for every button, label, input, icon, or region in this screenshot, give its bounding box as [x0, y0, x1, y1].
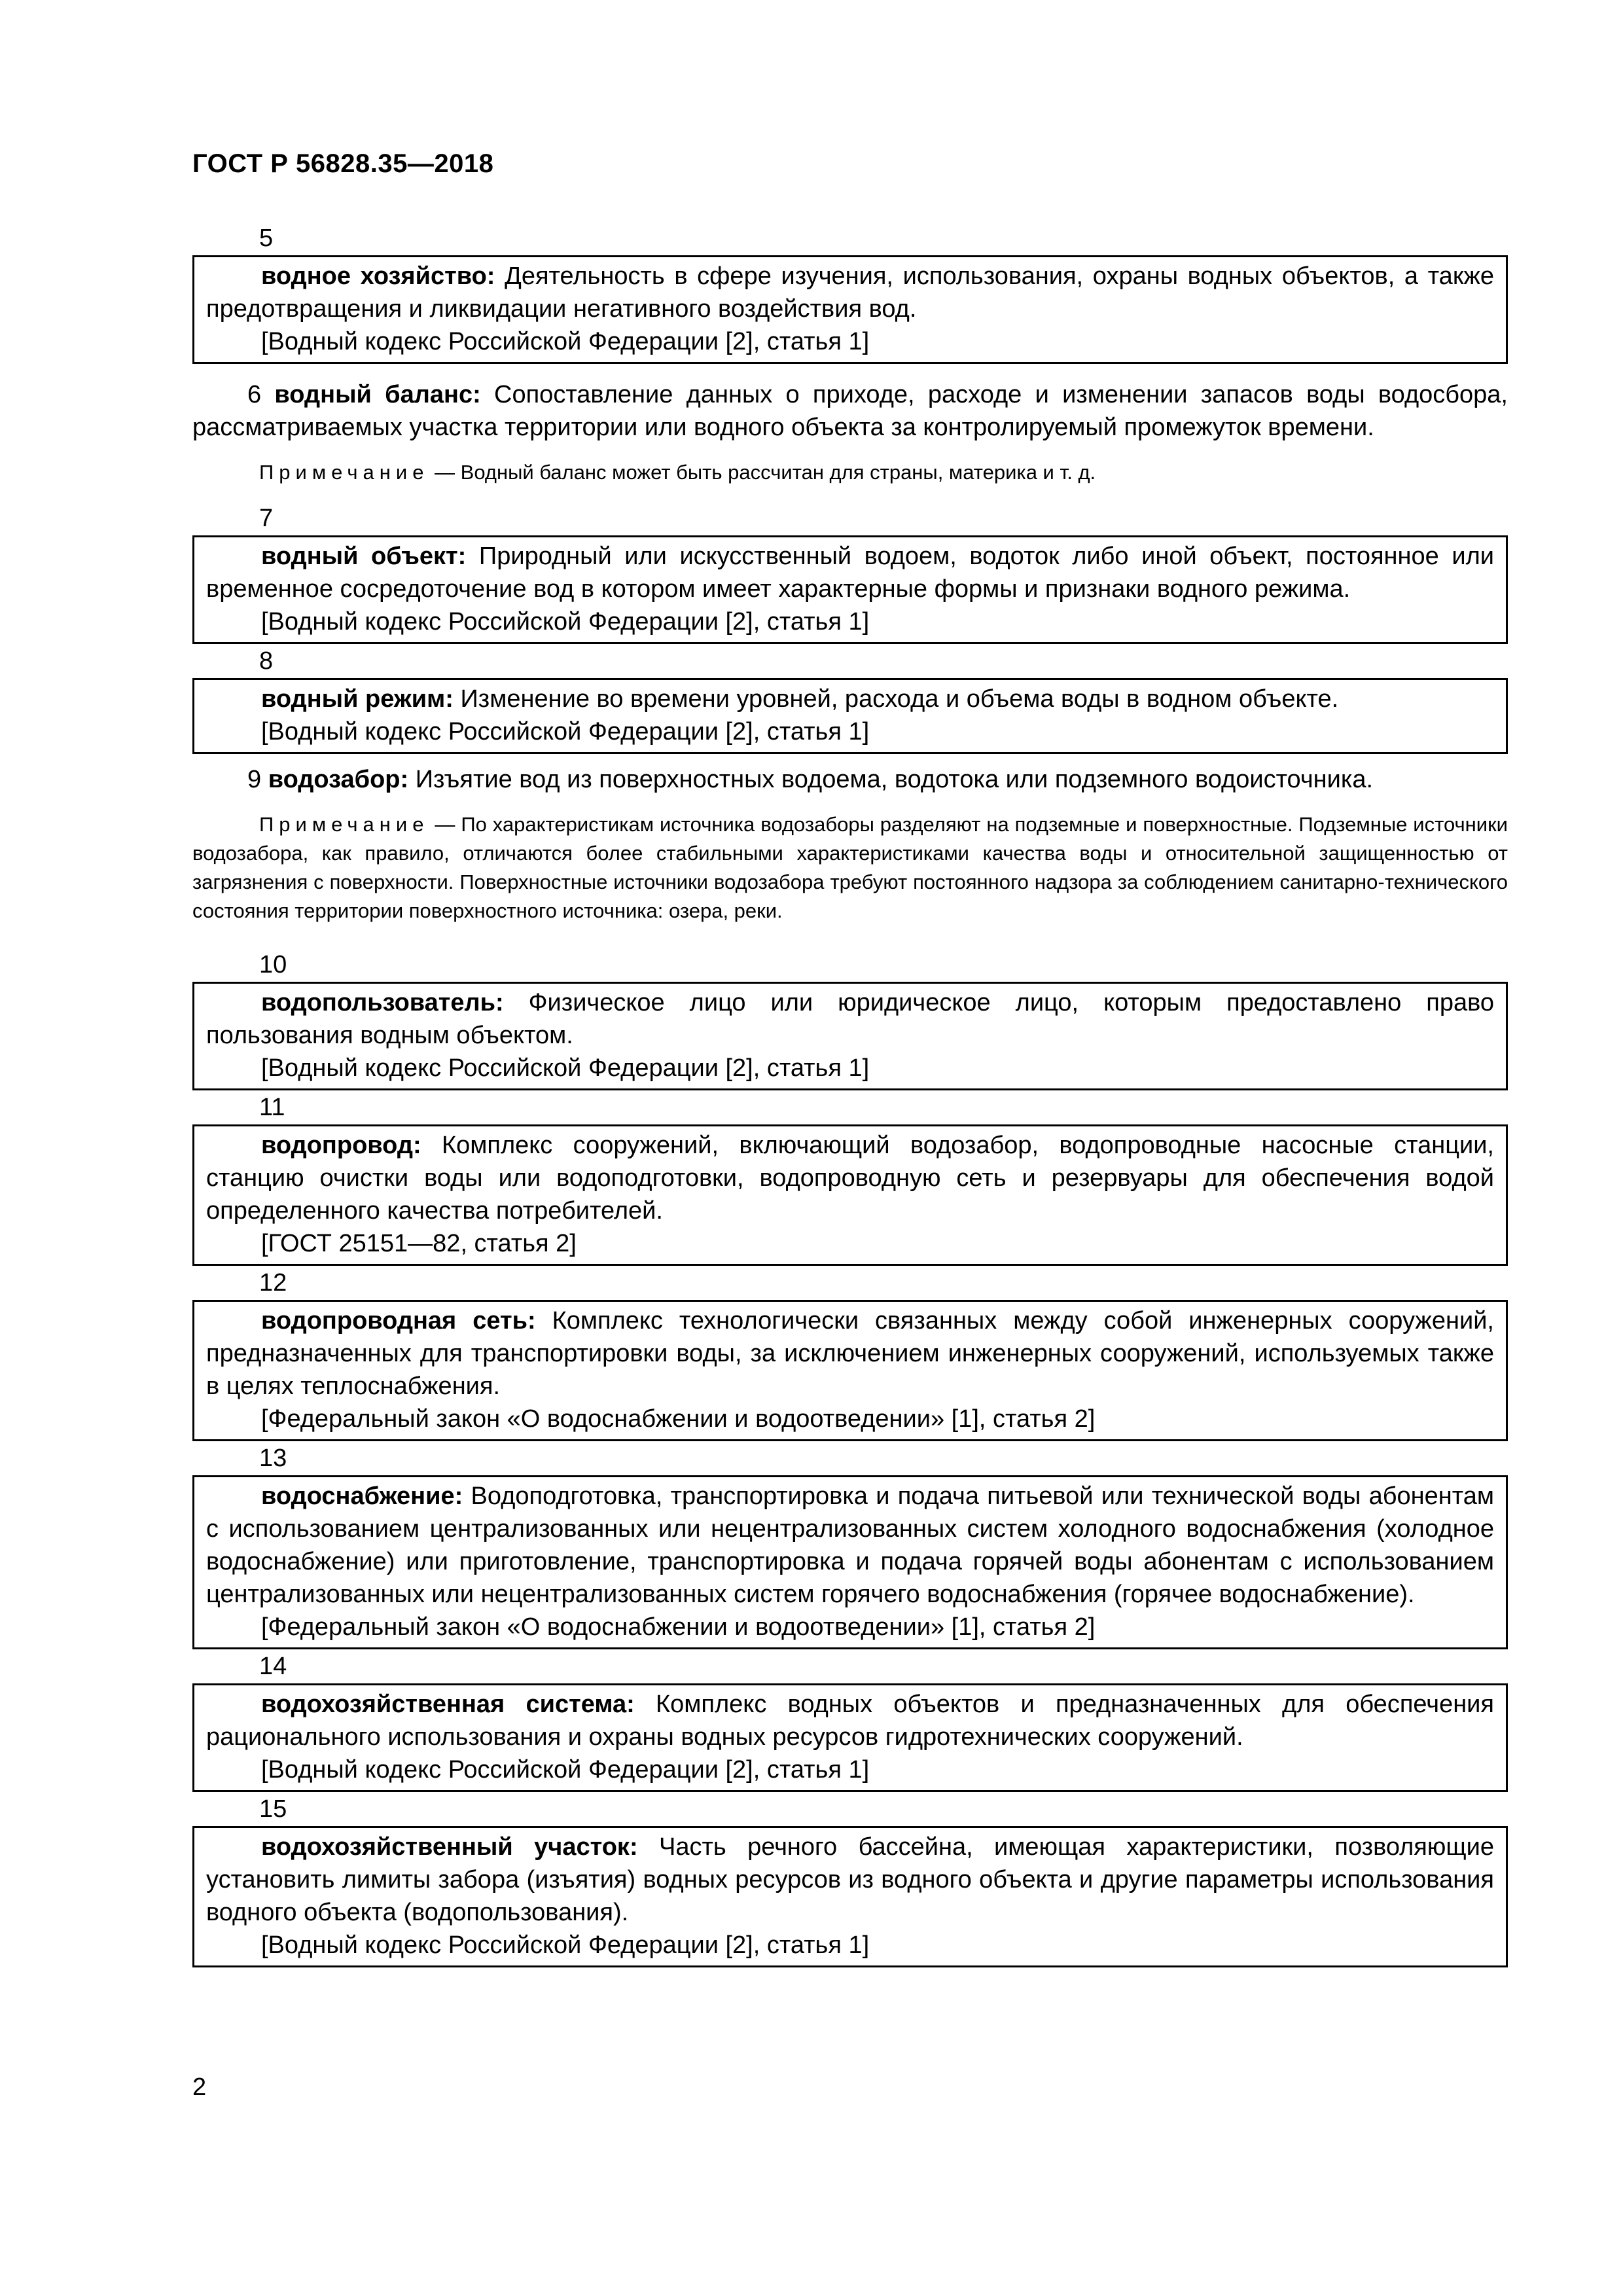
term-number: 7	[259, 505, 274, 532]
note-text: — По характеристикам источника водозаборы разделяют на подземные и поверхностные. Подземные источники водозабора, как правило, отличаются более стабильными характеристиками качества воды и относительной защищенностью от загрязнения с поверхности. Поверхностные источники водозабора требуют постоянного надзора за соблюдением санитарно-технического состояния территории поверхностного источника: озера, реки.	[192, 813, 1508, 922]
definition-text: Комплекс сооружений, включающий водозабор, водопроводные насосные станции, станцию очистки воды или водоподготовки, водопроводную сеть и резервуары для обеспечения водой определенного качества потребителей.	[206, 1132, 1494, 1225]
term-number: 11	[259, 1094, 285, 1121]
term-number: 14	[259, 1653, 287, 1680]
note-label: Примечание	[259, 461, 429, 484]
term-definition	[206, 1831, 1494, 1929]
term-definition	[206, 1304, 1494, 1403]
definition-text: Комплекс технологически связанных между собой инженерных сооружений, предназначенных для транспортировки воды, за исключением инженерных сооружений, используемых также в целях теплоснабжения.	[206, 1307, 1494, 1400]
page-header: ГОСТ Р 56828.35—2018	[192, 149, 494, 178]
definition-text: Изменение во времени уровней, расхода и объема воды в водном объекте.	[453, 685, 1339, 713]
term-source: [Водный кодекс Российской Федерации [2], статья 1]	[261, 718, 870, 745]
definition-text: Часть речного бассейна, имеющая характеристики, позволяющие установить лимиты забора (изъятия) водных ресурсов из водного объекта и другие параметры использования водного объекта (водопользования).	[206, 1833, 1495, 1926]
definition-text: Деятельность в сфере изучения, использования, охраны водных объектов, а также предотвращения и ликвидации негативного воздействия вод.	[206, 262, 1494, 323]
term-number: 5	[259, 224, 274, 252]
term-number: 9	[247, 766, 262, 793]
term-name: водохозяйственная система:	[261, 1691, 635, 1718]
definition-text: Водоподготовка, транспортировка и подача питьевой или технической воды абонентам с использованием централизованных или нецентрализованных систем холодного водоснабжения (холодное водоснабжение) или приготовление, транспортировка и подача горячей воды абонентам с использованием централизованных или нецентрализованных систем горячего водоснабжения (горячее водоснабжение).	[206, 1482, 1494, 1608]
term-box	[192, 535, 1508, 644]
term-name: водный баланс:	[274, 381, 481, 408]
term-definition	[206, 683, 1494, 715]
term-number: 13	[259, 1444, 287, 1472]
term-definition	[206, 1688, 1494, 1753]
term-number: 12	[259, 1269, 287, 1297]
page-number: 2	[192, 2073, 207, 2101]
definition-text: Комплекс водных объектов и предназначенных для обеспечения рационального использования и охраны водных ресурсов гидротехнических сооружений.	[206, 1691, 1494, 1751]
term-definition	[206, 260, 1494, 325]
term-box	[192, 678, 1508, 754]
term-box	[192, 1475, 1508, 1649]
term-name: водозабор:	[268, 766, 409, 793]
term-source: [Федеральный закон «О водоснабжении и водоотведении» [1], статья 2]	[261, 1613, 1096, 1641]
term-source: [Водный кодекс Российской Федерации [2], статья 1]	[261, 328, 870, 355]
term-source: [Федеральный закон «О водоснабжении и водоотведении» [1], статья 2]	[261, 1405, 1096, 1433]
term-definition	[206, 1129, 1494, 1227]
term-source: [Водный кодекс Российской Федерации [2], статья 1]	[261, 1054, 870, 1082]
term-name: водопровод:	[261, 1132, 421, 1159]
terms-list	[192, 221, 1508, 1967]
term-box	[192, 1826, 1508, 1967]
definition-text: Природный или искусственный водоем, водоток либо иной объект, постоянное или временное сосредоточение вод в котором имеет характерные формы и признаки водного режима.	[206, 543, 1494, 603]
term-source: [Водный кодекс Российской Федерации [2], статья 1]	[261, 1931, 870, 1959]
term-name: водопользователь:	[261, 989, 504, 1016]
note	[192, 810, 1508, 925]
term-box	[192, 1124, 1508, 1266]
term-definition	[206, 986, 1494, 1052]
term-number: 15	[259, 1795, 287, 1823]
term-paragraph	[192, 763, 1508, 796]
note	[192, 458, 1508, 487]
term-source: [Водный кодекс Российской Федерации [2], статья 1]	[261, 1756, 870, 1784]
term-number: 10	[259, 951, 287, 978]
note-label: Примечание	[259, 813, 429, 836]
definition-text: Сопоставление данных о приходе, расходе и изменении запасов воды водосбора, рассматриваемых участка территории или водного объекта за контролируемый промежуток времени.	[192, 381, 1508, 441]
term-box	[192, 982, 1508, 1090]
term-box	[192, 1300, 1508, 1441]
term-definition	[206, 540, 1494, 605]
term-source: [Водный кодекс Российской Федерации [2], статья 1]	[261, 608, 870, 636]
note-text: — Водный баланс может быть рассчитан для страны, материка и т. д.	[429, 461, 1096, 484]
term-definition	[206, 1480, 1494, 1611]
term-name: водный режим:	[261, 685, 454, 713]
term-source: [ГОСТ 25151—82, статья 2]	[261, 1230, 577, 1257]
term-name: водохозяйственный участок:	[261, 1833, 638, 1861]
term-paragraph	[192, 378, 1508, 444]
term-name: водное хозяйство:	[261, 262, 495, 290]
term-name: водный объект:	[261, 543, 467, 570]
definition-text: Физическое лицо или юридическое лицо, которым предоставлено право пользования водным объектом.	[206, 989, 1494, 1049]
term-name: водоснабжение:	[261, 1482, 463, 1510]
term-number: 6	[247, 381, 262, 408]
term-name: водопроводная сеть:	[261, 1307, 536, 1335]
term-box	[192, 1683, 1508, 1792]
definition-text: Изъятие вод из поверхностных водоема, водотока или подземного водоисточника.	[408, 766, 1374, 793]
term-box	[192, 255, 1508, 364]
term-number: 8	[259, 647, 274, 675]
